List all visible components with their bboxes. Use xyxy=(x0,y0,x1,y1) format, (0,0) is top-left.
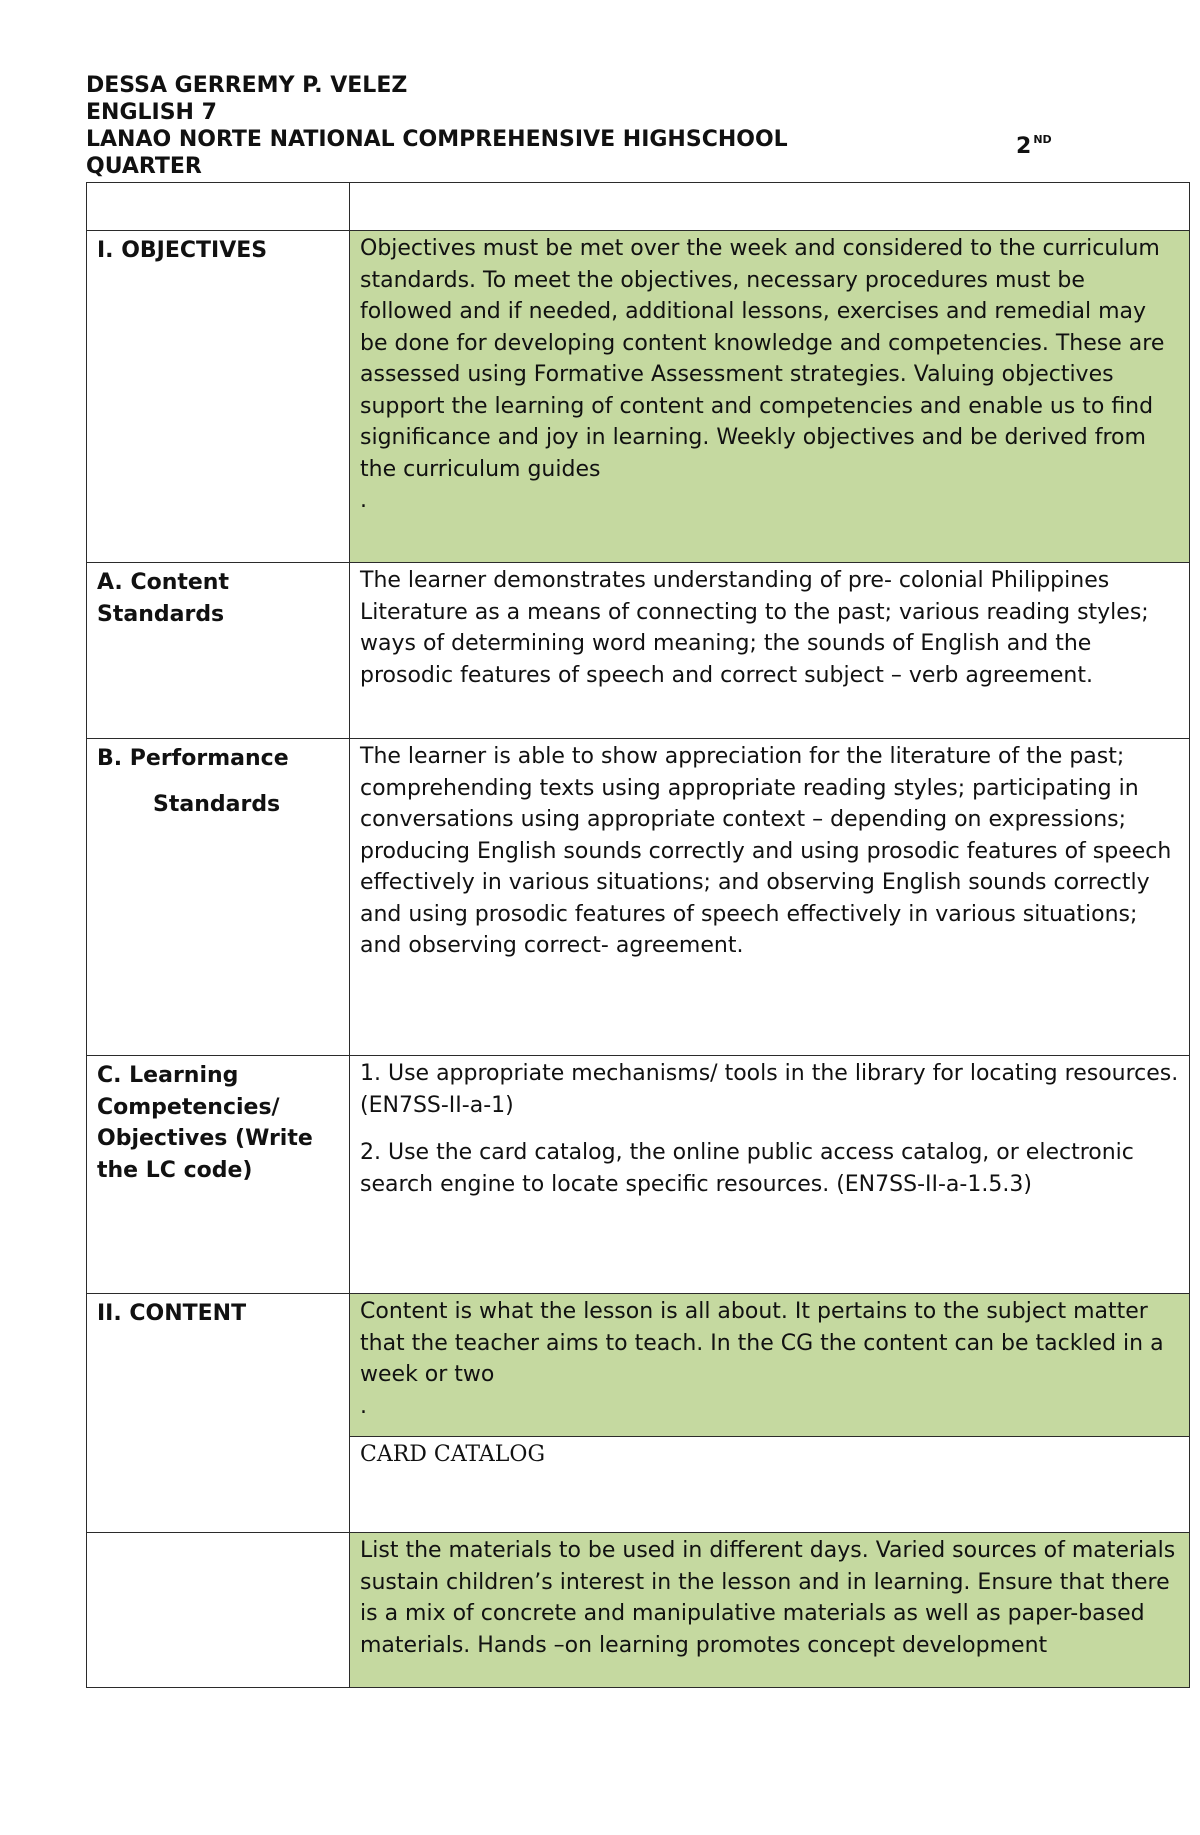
blank-content-cell xyxy=(350,183,1190,231)
teacher-name: DESSA GERREMY P. VELEZ xyxy=(86,73,408,98)
objectives-label: I. OBJECTIVES xyxy=(87,231,350,563)
content-standards-label: A. Content Standards xyxy=(87,563,350,739)
performance-standards-label xyxy=(87,739,350,1056)
learning-competency-item: 1. Use appropriate mechanisms/ tools in the library for locating resources. (EN7SS-II-a-1) xyxy=(360,1061,1179,1118)
content-text: Content is what the lesson is all about. It pertains to the subject matter that the teacher aims to teach. In the CG the content can be tackled in a week or two xyxy=(360,1299,1164,1387)
objectives-text: Objectives must be met over the week and considered to the curriculum standards. To meet the objectives, necessary procedures must be followed and if needed, additional lessons, exercises and remedial may be done for developing content knowledge and competencies. These are assessed using Formative Assessment strategies. Valuing objectives support the learning of content and competencies and enable us to find significance and joy in learning. Weekly objectives and be derived from the curriculum guides xyxy=(360,236,1165,482)
performance-standards-label-line2: Standards xyxy=(153,791,281,817)
performance-standards-label-line1: B. Performance xyxy=(97,746,289,771)
quarter-suffix: ND xyxy=(1033,133,1052,146)
learning-competencies-cell xyxy=(350,1056,1190,1294)
quarter-number: 2 $^{ND}$ xyxy=(1016,133,1052,159)
table-row-content-standards xyxy=(87,563,1190,739)
table-row-materials xyxy=(87,1533,1190,1688)
lesson-plan-table xyxy=(86,182,1190,1688)
table-row-learning-competencies xyxy=(87,1056,1190,1294)
table-row-performance-standards xyxy=(87,739,1190,1056)
materials-text: List the materials to be used in different days. Varied sources of materials sustain children’s interest in the lesson and in learning. Ensure that there is a mix of concrete and manipulative materials as well as paper-based materials. Hands –on learning promotes concept development xyxy=(350,1533,1190,1688)
table-row-content xyxy=(87,1294,1190,1437)
blank-label-cell xyxy=(87,183,350,231)
school-name: LANAO NORTE NATIONAL COMPREHENSIVE HIGHSCHOOL xyxy=(86,127,788,152)
content-label: II. CONTENT xyxy=(87,1294,350,1533)
subject-title: ENGLISH 7 xyxy=(86,100,217,125)
objectives-text-cell xyxy=(350,231,1190,563)
quarter-label: QUARTER xyxy=(86,154,202,179)
objectives-trailing: . xyxy=(360,488,367,513)
content-text-cell xyxy=(350,1294,1190,1437)
document-header xyxy=(86,72,1186,180)
table-row-blank xyxy=(87,183,1190,231)
learning-competency-item: 2. Use the card catalog, the online public access catalog, or electronic search engine to locate specific resources. (EN7SS-II-a-1.5.3) xyxy=(360,1140,1134,1197)
performance-standards-text: The learner is able to show appreciation for the literature of the past; comprehending texts using appropriate reading styles; participating in conversations using appropriate context – depending on expressions; producing English sounds correctly and using prosodic features of speech effectively in various situations; and observing English sounds correctly and using prosodic features of speech effectively in various situations; and observing correct- agreement. xyxy=(350,739,1190,1056)
table-row-objectives xyxy=(87,231,1190,563)
materials-label xyxy=(87,1533,350,1688)
learning-competencies-label: C. Learning Competencies/ Objectives (Write the LC code) xyxy=(87,1056,350,1294)
content-standards-text: The learner demonstrates understanding of pre- colonial Philippines Literature as a means of connecting to the past; various reading styles; ways of determining word meaning; the sounds of English and the prosodic features of speech and correct subject – verb agreement. xyxy=(350,563,1190,739)
content-topic: CARD CATALOG xyxy=(350,1437,1190,1533)
content-trailing: . xyxy=(360,1393,367,1419)
